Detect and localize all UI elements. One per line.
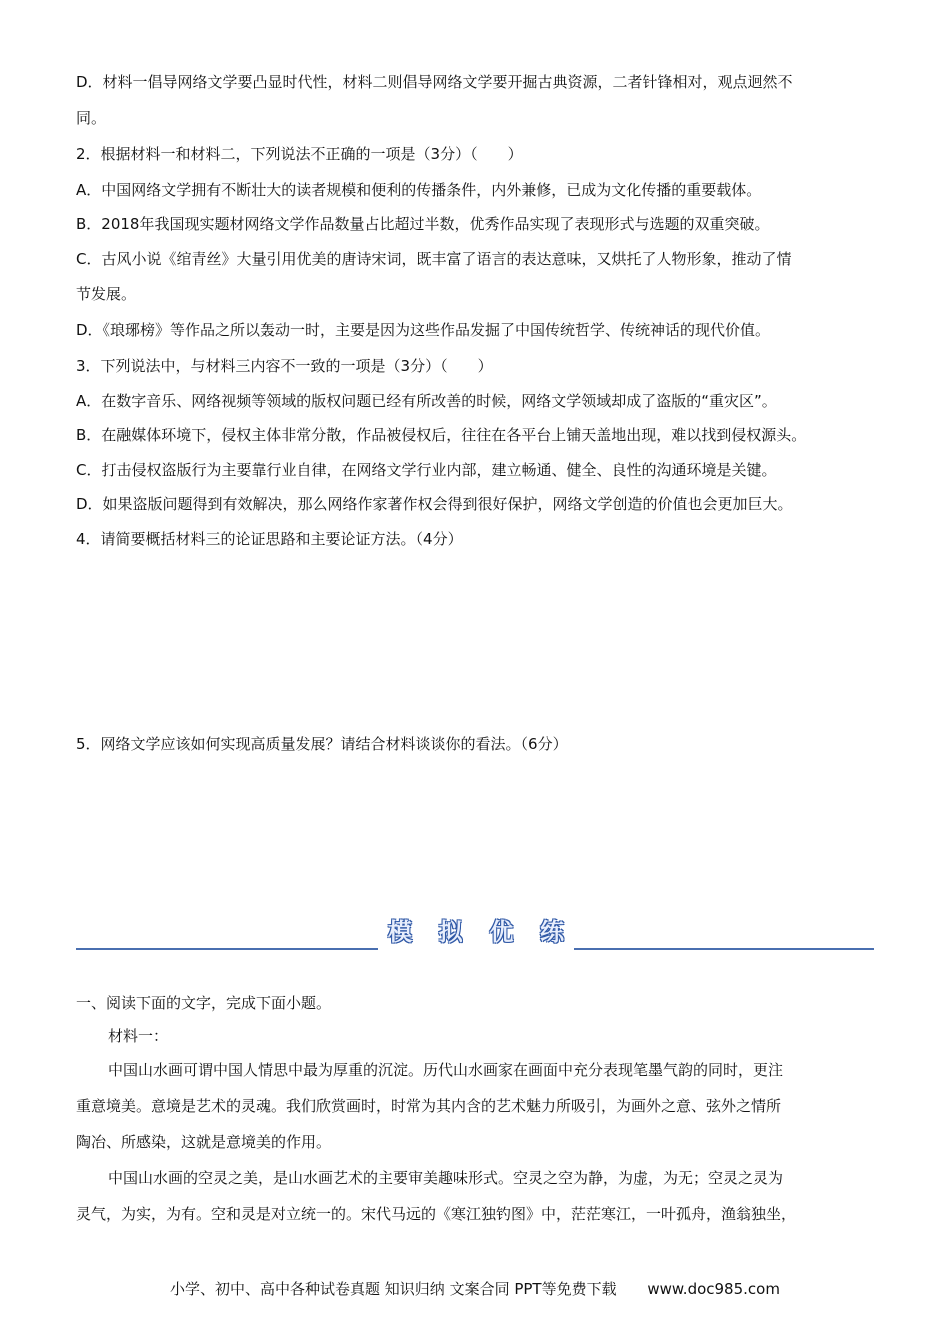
text-line-q3: 3．下列说法中，与材料三内容不一致的一项是（3分）（ ） — [76, 357, 493, 375]
text-line-q2c-2: 节发展。 — [76, 285, 137, 303]
text-line-q2b: B．2018年我国现实题材网络文学作品数量占比超过半数，优秀作品实现了表现形式与选题的双重突破。 — [76, 215, 770, 233]
banner-char: 优 — [489, 917, 514, 946]
banner-char: 模 — [388, 917, 412, 946]
text-line-q2d: D．《琅琊榜》等作品之所以轰动一时，主要是因为这些作品发掘了中国传统哲学、传统神话的现代价值。 — [76, 321, 771, 339]
footer-text: 小学、初中、高中各种试卷真题 知识归纳 文案合同 PPT等免费下载 — [170, 1280, 617, 1298]
footer-url: www.doc985.com — [647, 1280, 780, 1298]
text-line-q5: 5．网络文学应该如何实现高质量发展？请结合材料谈谈你的看法。（6分） — [76, 735, 568, 753]
banner-char: 拟 — [438, 917, 463, 946]
text-line-q1d-1: D．材料一倡导网络文学要凸显时代性，材料二则倡导网络文学要开掘古典资源，二者针锋相对，观点迥然不 — [76, 73, 793, 91]
passage-line-m1-p1-1: 中国山水画可谓中国人情思中最为厚重的沉淀。历代山水画家在画面中充分表现笔墨气韵的同时，更注 — [108, 1061, 784, 1079]
passage-line-m1-p2-2: 灵气，为实，为有。空和灵是对立统一的。宋代马远的《寒江独钓图》中，茫茫寒江，一叶孤舟，渔翁独坐， — [76, 1205, 797, 1223]
banner-char: 练 — [539, 917, 564, 946]
text-line-q3a: A．在数字音乐、网络视频等领域的版权问题已经有所改善的时候，网络文学领域却成了盗版的“重灾区”。 — [76, 392, 777, 410]
passage-line-m1-p1-3: 陶冶、所感染，这就是意境美的作用。 — [76, 1133, 332, 1151]
text-line-sec1: 一、阅读下面的文字，完成下面小题。 — [76, 994, 332, 1012]
text-line-q3b: B．在融媒体环境下，侵权主体非常分散，作品被侵权后，往往在各平台上铺天盖地出现，难以找到侵权源头。 — [76, 426, 807, 444]
text-line-q3c: C．打击侵权盗版行为主要靠行业自律，在网络文学行业内部，建立畅通、健全、良性的沟通环境是关键。 — [76, 461, 777, 479]
section-banner — [76, 900, 874, 960]
banner-title — [378, 908, 574, 950]
passage-line-m1-p2-1: 中国山水画的空灵之美，是山水画艺术的主要审美趣味形式。空灵之空为静，为虚，为无；空灵之灵为 — [108, 1169, 784, 1187]
passage-line-m1-title: 材料一： — [108, 1027, 169, 1045]
text-line-q2: 2．根据材料一和材料二，下列说法不正确的一项是（3分）（ ） — [76, 145, 523, 163]
text-line-q2a: A．中国网络文学拥有不断壮大的读者规模和便利的传播条件，内外兼修，已成为文化传播的重要载体。 — [76, 181, 762, 199]
text-line-q2c-1: C．古风小说《绾青丝》大量引用优美的唐诗宋词，既丰富了语言的表达意味，又烘托了人物形象，推动了情 — [76, 250, 792, 268]
passage-line-m1-p1-2: 重意境美。意境是艺术的灵魂。我们欣赏画时，时常为其内含的艺术魅力所吸引，为画外之意、弦外之情所 — [76, 1097, 782, 1115]
text-line-q4: 4．请简要概括材料三的论证思路和主要论证方法。（4分） — [76, 530, 463, 548]
text-line-q3d: D．如果盗版问题得到有效解决，那么网络作家著作权会得到很好保护，网络文学创造的价值也会更加巨大。 — [76, 495, 793, 513]
text-line-q1d-2: 同。 — [76, 109, 107, 127]
page-footer — [0, 1278, 950, 1299]
